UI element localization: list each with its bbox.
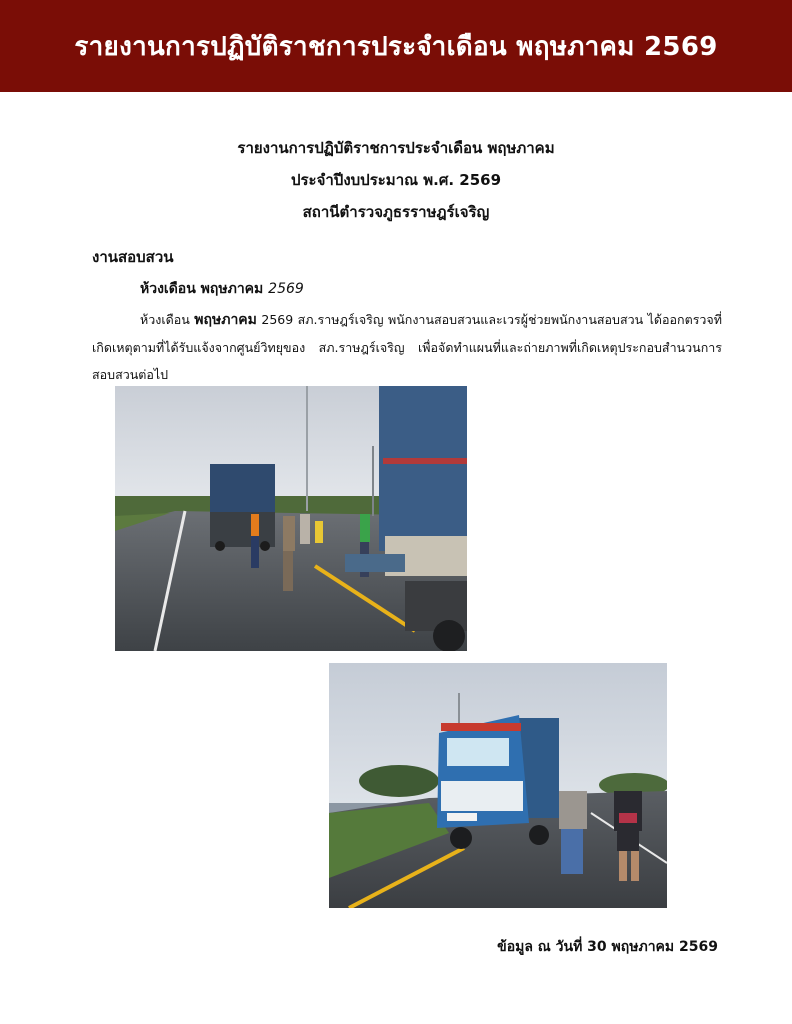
section-subtitle [140,278,304,300]
heading-line-2: ประจำปีงบประมาณ พ.ศ. 2569 [290,171,502,189]
subtitle-month: ห้วงเดือน พฤษภาคม [140,281,264,297]
subtitle-year: 2569 [268,281,304,297]
heading-line-1: รายงานการปฏิบัติราชการประจำเดือน พฤษภาคม [237,139,555,157]
banner-title: รายงานการปฏิบัติราชการประจำเดือน พฤษภาคม 2569 [74,31,718,62]
header-banner [0,0,792,92]
body-lead: ห้วงเดือน [140,312,190,327]
section-title: งานสอบสวน [92,248,174,266]
section-body [92,306,722,388]
heading-line-3: สถานีตำรวจภูธรราษฎร์เจริญ [302,203,490,221]
accident-scene-photo-2 [329,663,667,908]
body-month: พฤษภาคม [194,312,257,328]
report-heading [0,132,792,228]
accident-scene-photo-1 [115,386,467,651]
body-rest: 2569 สภ.ราษฎร์เจริญ พนักงานสอบสวนและเวรผู้ช่วยพนักงานสอบสวน ได้ออกตรวจที่เกิดเหตุตามที่ได้รับแจ้งจากศูนย์วิทยุของ สภ.ราษฎร์เจริญ เพื่อจัดทำแผนที่และถ่ายภาพที่เกิดเหตุประกอบสำนวนการสอบสวนต่อไป [92,312,722,382]
data-date-note: ข้อมูล ณ วันที่ 30 พฤษภาคม 2569 [497,939,718,955]
